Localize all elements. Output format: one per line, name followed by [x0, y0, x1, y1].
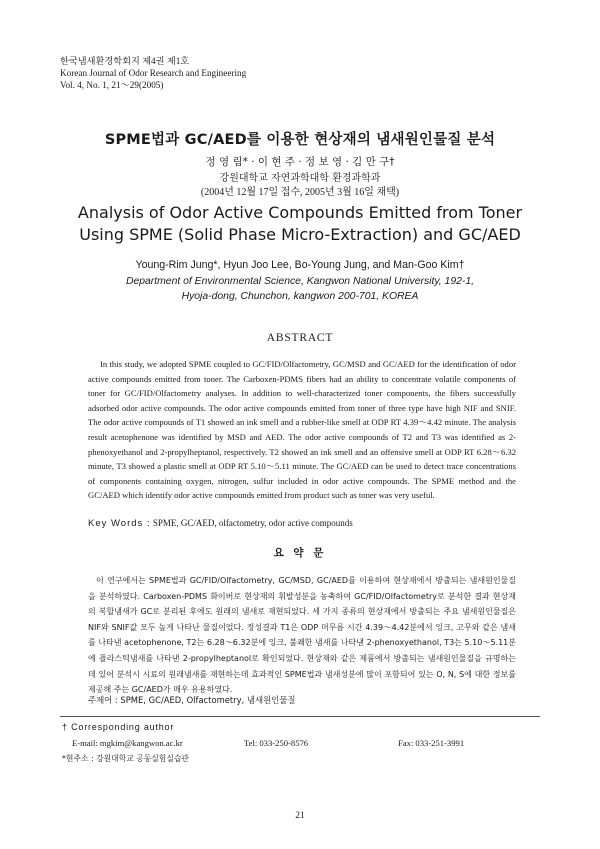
- journal-volume: Vol. 4, No. 1, 21～29(2005): [60, 80, 164, 90]
- affiliation-kr: 강원대학교 자연과학대학 환경과학과: [219, 173, 381, 184]
- corresponding-fax: Fax: 033-251-3991: [398, 738, 465, 748]
- summary-kr-heading: 요 약 문: [273, 547, 327, 559]
- department-en-line2: Hyoja-dong, Chunchon, kangwon 200-701, KOREA: [181, 291, 419, 302]
- keywords-en: [88, 518, 528, 529]
- paper-title-en-line2: Using SPME (Solid Phase Micro-Extraction) and GC/AED: [79, 225, 521, 244]
- journal-name-kr: 한국냄새환경학회지 제4권 제1호: [60, 56, 190, 66]
- received-accepted-dates: (2004년 12월 17일 접수, 2005년 3월 16일 채택): [200, 187, 400, 198]
- keywords-label: Key Words :: [88, 518, 151, 529]
- footnote-divider: [60, 716, 540, 717]
- keywords-kr: 주제어 : SPME, GC/AED, Olfactometry, 냄새원인물질: [88, 695, 296, 705]
- page-number: 21: [295, 811, 305, 821]
- authors-kr: 정 영 림* · 이 현 주 · 정 보 영 · 김 만 구†: [205, 156, 395, 168]
- department-en: [0, 274, 600, 304]
- paper-title-kr: SPME법과 GC/AED를 이용한 현상재의 냄새원인물질 분석: [104, 132, 496, 148]
- abstract-heading: ABSTRACT: [266, 332, 334, 344]
- summary-kr-body: 이 연구에서는 SPME법과 GC/FID/Olfactometry, GC/MSD, GC/AED를 이용하여 현상재에서 방출되는 냄새원인물질을 분석하였다. Carboxen-PDMS 화이버로 현상재의 휘발성분을 농축하여 GC/FID/Olfactometry로 분석한 결과 현상재의 복합냄새가 GC로 분리된 후에도 원래의 냄새로 재현되었다. 세 가지 종류의 현상재에서 방출되는 주요 냄새원인물질은 NIF와 SNIF값 모두 높게 나타난 물질이었다. 정성결과 T1은 ODP 머무름 시간 4.39～4.42분에서 잉크, 고무와 같은 냄새를 나타낸 acetophenone, T2는 6.28～6.32분에 잉크, 불쾌한 냄새를 나타낸 2-phenoxyethanol, T3는 5.10～5.11분에 플라스틱냄새를 나타낸 2-propylheptanol로 확인되었다. 현상재와 같은 제품에서 방출되는 냄새원인물질을 규명하는데 있어 분석시 시료의 원래냄새를 재현하는데 효과적인 SPME법과 냄새성분에 많이 포함되어 있는 O, N, S에 대한 정보를 제공해 주는 GC/AED가 매우 유용하였다.: [88, 576, 516, 695]
- paper-title-en: [0, 202, 600, 246]
- department-en-line1: Department of Environmental Science, Kangwon National University, 192-1,: [125, 276, 475, 287]
- abstract-body: In this study, we adopted SPME coupled to GC/FID/Olfactometry, GC/MSD and GC/AED for the identification of odor active compounds emitted from toner. The Carboxen-PDMS fibers had an ability to concentrate volatile components of toner for GC/FID/Olfactometry analyses. In addition to well-characterized toner components, the fibers successfully adsorbed odor active compounds. The odor active compounds emitted from toner of three type have high NIF and SNIF. The odor active compounds of T1 showed an ink smell and a rubber-like smell at ODP RT 4.39～4.42 minute. The analysis result acetophenone was identified by MSD and AED. The odor active compounds of T2 and T3 was identified as 2-phenoxyethanol and 2-propylheptanol, respectively. T2 showed an ink smell and an offensive smell at ODP RT 6.28～6.32 minute, T3 showed a plastic smell at ODP RT 5.10～5.11 minute. The GC/AED can be used to detect trace concentrations of components containing oxygen, nitrogen, sulfur included in odor active compounds. The SPME method and the GC/AED which identify odor active compounds emitted from product such as toner was very useful.: [88, 359, 516, 501]
- corresponding-email: E-mail: mgkim@kangwon.ac.kr: [72, 738, 183, 748]
- current-address-note: *현주소 : 강원대학교 공동실험실습관: [62, 754, 189, 763]
- authors-en: Young-Rim Jung*, Hyun Joo Lee, Bo-Young Jung, and Man-Goo Kim†: [135, 259, 465, 271]
- paper-title-en-line1: Analysis of Odor Active Compounds Emitted from Toner: [77, 203, 523, 222]
- journal-name-en: Korean Journal of Odor Research and Engineering: [60, 68, 247, 78]
- corresponding-author-note: † Corresponding author: [62, 722, 175, 732]
- corresponding-tel: Tel: 033-250-8576: [244, 738, 309, 748]
- keywords-value: SPME, GC/AED, olfactometry, odor active compounds: [152, 518, 353, 528]
- journal-header: [60, 55, 246, 91]
